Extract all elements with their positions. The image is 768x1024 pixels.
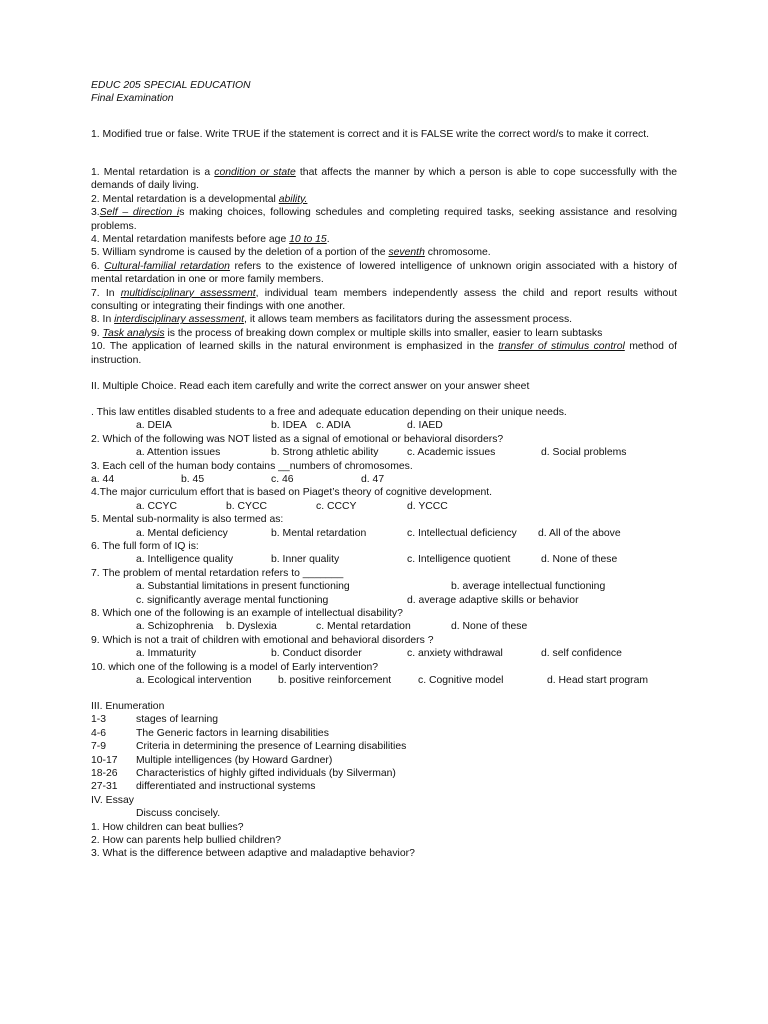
choices-row: a. Immaturity b. Conduct disorder c. anxiety withdrawal d. self confidence [136, 648, 622, 660]
essay-instruction: Discuss concisely. [136, 808, 221, 820]
part2-instruction: II. Multiple Choice. Read each item carefully and write the correct answer on your answer sheet [91, 381, 530, 392]
essay-item: 1. How children can beat bullies? [91, 821, 244, 833]
question-text: 4.The major curriculum effort that is based on Piaget’s theory of cognitive development. [91, 487, 493, 499]
part1-item: 3.Self – direction is making choices, following schedules and completing required tasks, seeking assistance and resolving problems. [91, 207, 677, 232]
question-text: . This law entitles disabled students to a free and adequate education depending on their unique needs. [91, 407, 567, 418]
part1-item: 2. Mental retardation is a developmental ability. [91, 193, 308, 205]
part3-enumeration [91, 700, 677, 861]
section-title: III. Enumeration [91, 701, 165, 712]
enum-item: 7-9 Criteria in determining the presence of Learning disabilities [91, 741, 407, 753]
choices-row: a. Intelligence quality b. Inner quality c. Intelligence quotient d. None of these [136, 554, 618, 566]
choices-row: c. significantly average mental functioning d. average adaptive skills or behavior [136, 594, 579, 606]
choices-row: a. 44 b. 45 c. 46 d. 47 [91, 474, 385, 485]
essay-item: 3. What is the difference between adaptive and maladaptive behavior? [91, 848, 415, 860]
part1-item: 10. The application of learned skills in the natural environment is emphasized in the transfer of stimulus control method of instruction. [91, 341, 677, 366]
part1-items [91, 166, 677, 367]
question-text: 10. which one of the following is a model of Early intervention? [91, 661, 379, 673]
enum-item: 1-3 stages of learning [91, 714, 219, 726]
part1-item: 1. Mental retardation is a condition or state that affects the manner by which a person is able to cope successfully with the demands of daily living. [91, 167, 677, 192]
essay-title: IV. Essay [91, 794, 134, 806]
choices-row: a. Substantial limitations in present functioning b. average intellectual functioning [136, 581, 606, 593]
enum-item: 10-17 Multiple intelligences (by Howard Gardner) [91, 754, 333, 766]
part1-instruction: 1. Modified true or false. Write TRUE if the statement is correct and it is FALSE write the correct word/s to make it correct. [91, 129, 650, 140]
exam-header [91, 79, 677, 106]
question-text: 9. Which is not a trait of children with emotional and behavioral disorders ? [91, 634, 434, 646]
enum-item: 18-26 Characteristics of highly gifted individuals (by Silverman) [91, 767, 396, 779]
part1-item: 6. Cultural-familial retardation refers to the existence of lowered intelligence of unknown origin associated with a history of mental retardation in one or more family members. [91, 260, 677, 286]
question-text: 8. Which one of the following is an example of intellectual disability? [91, 607, 403, 619]
question-text: 5. Mental sub-normality is also termed as: [91, 514, 284, 526]
question-text: 6. The full form of IQ is: [91, 540, 199, 552]
exam-title: Final Examination [91, 93, 174, 105]
choices-row: a. CCYC b. CYCC c. CCCY d. YCCC [136, 500, 448, 512]
question-text: 3. Each cell of the human body contains __numbers of chromosomes. [91, 460, 413, 472]
essay-item: 2. How can parents help bullied children? [91, 834, 282, 846]
course-title: EDUC 205 SPECIAL EDUCATION [91, 80, 251, 91]
enum-item: 4-6 The Generic factors in learning disabilities [91, 727, 329, 739]
choices-row: a. Attention issues b. Strong athletic ability c. Academic issues d. Social problems [136, 447, 627, 459]
choices-row: a. Ecological intervention b. positive reinforcement c. Cognitive model d. Head start program [136, 674, 649, 686]
part1-item: 9. Task analysis is the process of breaking down complex or multiple skills into smaller, easier to learn subtasks [91, 327, 603, 339]
choices-row: a. Mental deficiency b. Mental retardation c. Intellectual deficiency d. All of the above [136, 527, 621, 539]
part1-item: 5. William syndrome is caused by the deletion of a portion of the seventh chromosome. [91, 247, 491, 259]
part1-item: 8. In interdisciplinary assessment, it allows team members as facilitators during the assessment process. [91, 314, 573, 326]
enum-item: 27-31 differentiated and instructional systems [91, 781, 316, 793]
question-text: 7. The problem of mental retardation refers to _______ [91, 567, 344, 579]
part1-item: 7. In multidisciplinary assessment, individual team members independently assess the child and report results without consulting or integrating their findings with one another. [91, 287, 677, 313]
part1-item: 4. Mental retardation manifests before age 10 to 15. [91, 234, 330, 246]
part2-questions [91, 406, 691, 687]
choices-row: a. Schizophrenia b. Dyslexia c. Mental retardation d. None of these [136, 621, 528, 633]
question-text: 2. Which of the following was NOT listed as a signal of emotional or behavioral disorders? [91, 433, 504, 445]
choices-row: a. DEIA b. IDEA c. ADIA d. IAED [136, 420, 443, 432]
